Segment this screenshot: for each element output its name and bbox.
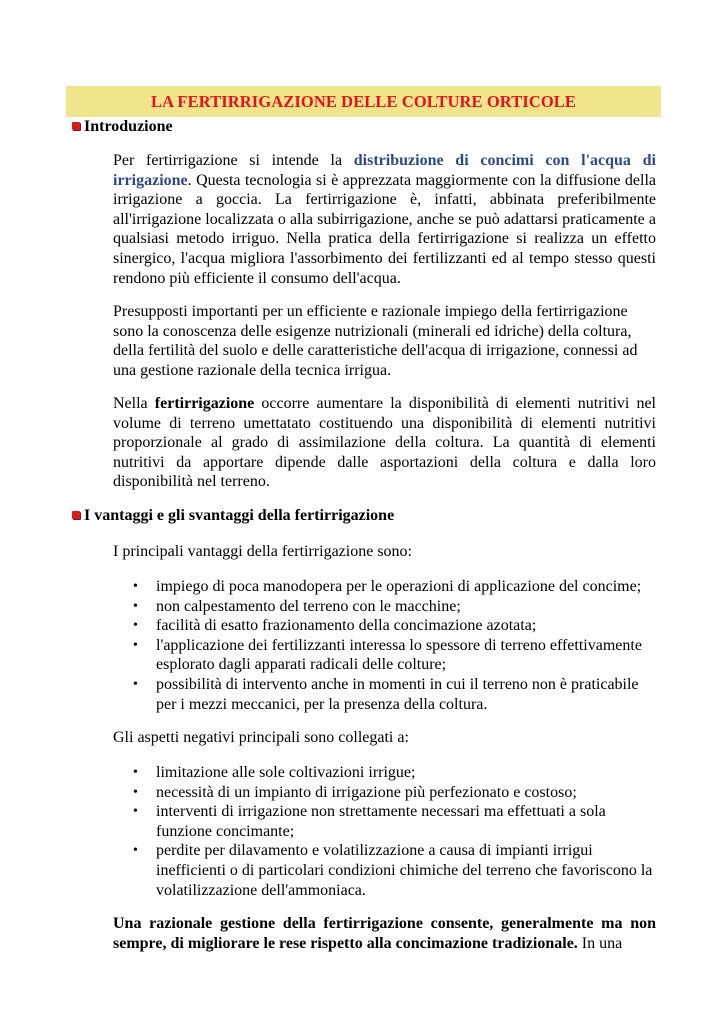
intro-p1-highlight: distribuzione di concimi con l'acqua di irrigazione <box>113 152 656 189</box>
intro-p1-text-before: Per fertirrigazione si intende la <box>113 152 354 169</box>
intro-paragraph-1 <box>113 151 656 288</box>
advantages-list <box>133 577 661 714</box>
list-item: • impiego di poca manodopera per le operazioni di applicazione del concime; <box>133 577 661 597</box>
list-item: • l'applicazione dei fertilizzanti interessa lo spessore di terreno effettivamente esplorato dagli apparati radicali delle colture; <box>133 636 661 675</box>
disadvantages-list <box>133 763 661 900</box>
conclusion-paragraph <box>113 914 656 953</box>
intro-p1-text-after: . Questa tecnologia si è apprezzata maggiormente con la diffusione della irrigazione a goccia. La fertirrigazione è, infatti, abbinata preferibilmente all'irrigazione localizzata o alla subirrigazione, anche se può adattarsi praticamente a qualsiasi metodo irriguo. Nella pratica della fertirrigazione si realizza un effetto sinergico, l'acqua migliora l'assorbimento dei fertilizzanti ed al tempo stesso questi rendono più efficiente il consumo dell'acqua. <box>113 171 656 287</box>
section-heading-label: I vantaggi e gli svantaggi della fertirrigazione <box>84 507 395 524</box>
section-heading-label: Introduzione <box>84 118 173 135</box>
intro-p3-bold: fertirrigazione <box>154 395 255 412</box>
advantages-intro: I principali vantaggi della fertirrigazione sono: <box>113 543 412 560</box>
list-item: • non calpestamento del terreno con le macchine; <box>133 597 661 617</box>
disadvantages-intro: Gli aspetti negativi principali sono collegati a: <box>113 729 409 746</box>
list-item: • perdite per dilavamento e volatilizzazione a causa di impianti irrigui inefficienti o di particolari condizioni chimiche del terreno che favoriscono la volatilizzazione dell'ammoniaca. <box>133 841 661 900</box>
red-square-bullet-icon <box>72 511 80 519</box>
list-item: • limitazione alle sole coltivazioni irrigue; <box>133 763 661 783</box>
document-title: LA FERTIRRIGAZIONE DELLE COLTURE ORTICOLE <box>66 86 661 117</box>
section-heading-vantaggi <box>72 506 394 526</box>
conclusion-bold: Una razionale gestione della fertirrigazione consente, generalmente ma non sempre, di migliorare le rese rispetto alla concimazione tradizionale. <box>113 915 656 952</box>
red-square-bullet-icon <box>72 122 80 130</box>
intro-paragraph-2: Presupposti importanti per un efficiente e razionale impiego della fertirrigazione sono la conoscenza delle esigenze nutrizionali (minerali ed idriche) della coltura, della fertilità del suolo e delle caratteristiche dell'acqua di irrigazione, connessi ad una gestione razionale della tecnica irrigua. <box>113 303 638 379</box>
list-item: • facilità di esatto frazionamento della concimazione azotata; <box>133 616 661 636</box>
conclusion-text-after: In una <box>577 934 623 952</box>
list-item: • necessità di un impianto di irrigazione più perfezionato e costoso; <box>133 783 661 803</box>
list-item: • interventi di irrigazione non strettamente necessari ma effettuati a sola funzione concimante; <box>133 802 661 841</box>
intro-p3-text-after: occorre aumentare la disponibilità di elementi nutritivi nel volume di terreno umettatato costituendo una disponibilità di elementi nutritivi proporzionale al grado di assimilazione della coltura. La quantità di elementi nutritivi da apportare dipende dalle asportazioni della coltura e dalla loro disponibilità nel terreno. <box>113 395 657 491</box>
section-heading-introduzione <box>72 117 173 137</box>
list-item: • possibilità di intervento anche in momenti in cui il terreno non è praticabile per i mezzi meccanici, per la presenza della coltura. <box>133 675 661 714</box>
intro-p3-text-before: Nella <box>113 395 155 412</box>
intro-paragraph-3 <box>113 394 656 492</box>
